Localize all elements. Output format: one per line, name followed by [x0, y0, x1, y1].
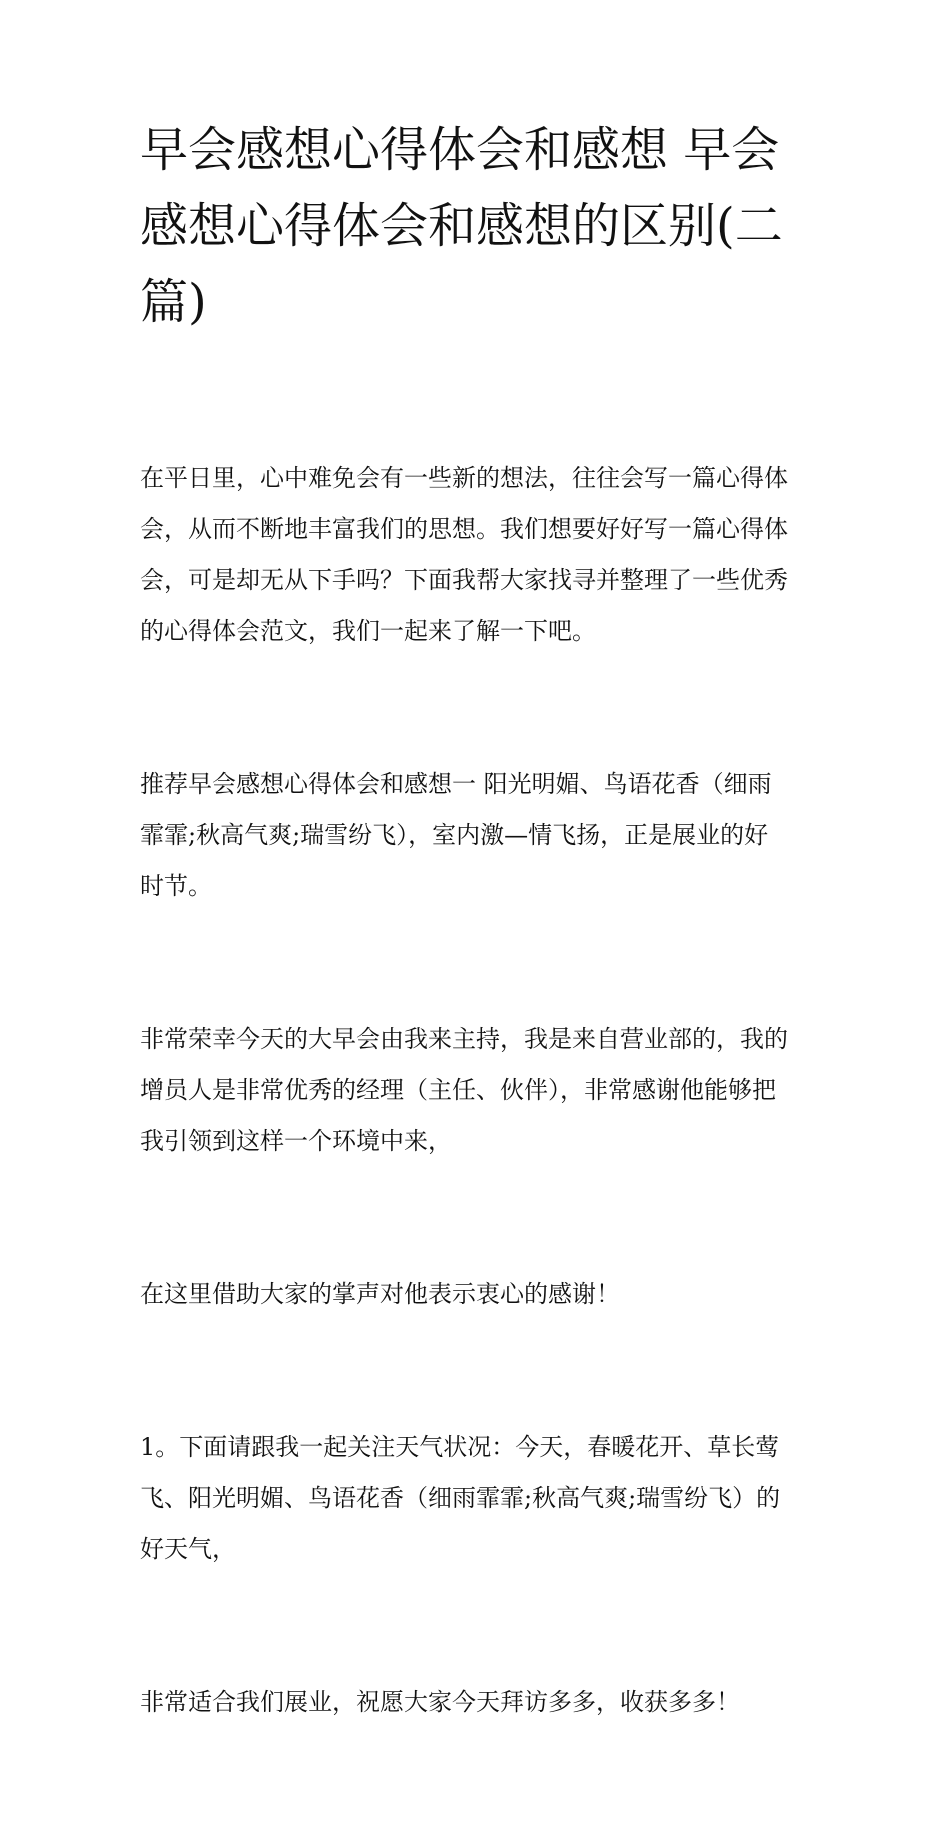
paragraph-thanks: 在这里借助大家的掌声对他表示衷心的感谢！	[140, 1280, 620, 1308]
paragraph-recommendation: 推荐早会感想心得体会和感想一 阳光明媚、鸟语花香（细雨 霏霏;秋高气爽;瑞雪纷飞），室内激—情飞扬，正是展业的好 时节。	[140, 770, 772, 900]
paragraph-weather: 1。下面请跟我一起关注天气状况：今天，春暖花开、草长莺 飞、阳光明媚、鸟语花香（细雨霏霏;秋高气爽;瑞雪纷飞）的 好天气，	[140, 1433, 781, 1563]
document-body	[140, 351, 820, 1830]
paragraph-wishes: 非常适合我们展业，祝愿大家今天拜访多多，收获多多！	[140, 1688, 740, 1716]
paragraph-intro: 在平日里，心中难免会有一些新的想法，往往会写一篇心得体 会，从而不断地丰富我们的思想。我们想要好好写一篇心得体 会，可是却无从下手吗？下面我帮大家找寻并整理了一些优秀 的心得体会范文，我们一起来了解一下吧。	[140, 464, 788, 645]
document-title: 早会感想心得体会和感想 早会 感想心得体会和感想的区别(二 篇)	[140, 122, 783, 330]
paragraph-host-introduction: 非常荣幸今天的大早会由我来主持，我是来自营业部的，我的 增员人是非常优秀的经理（主任、伙伴），非常感谢他能够把 我引领到这样一个环境中来，	[140, 1025, 788, 1155]
